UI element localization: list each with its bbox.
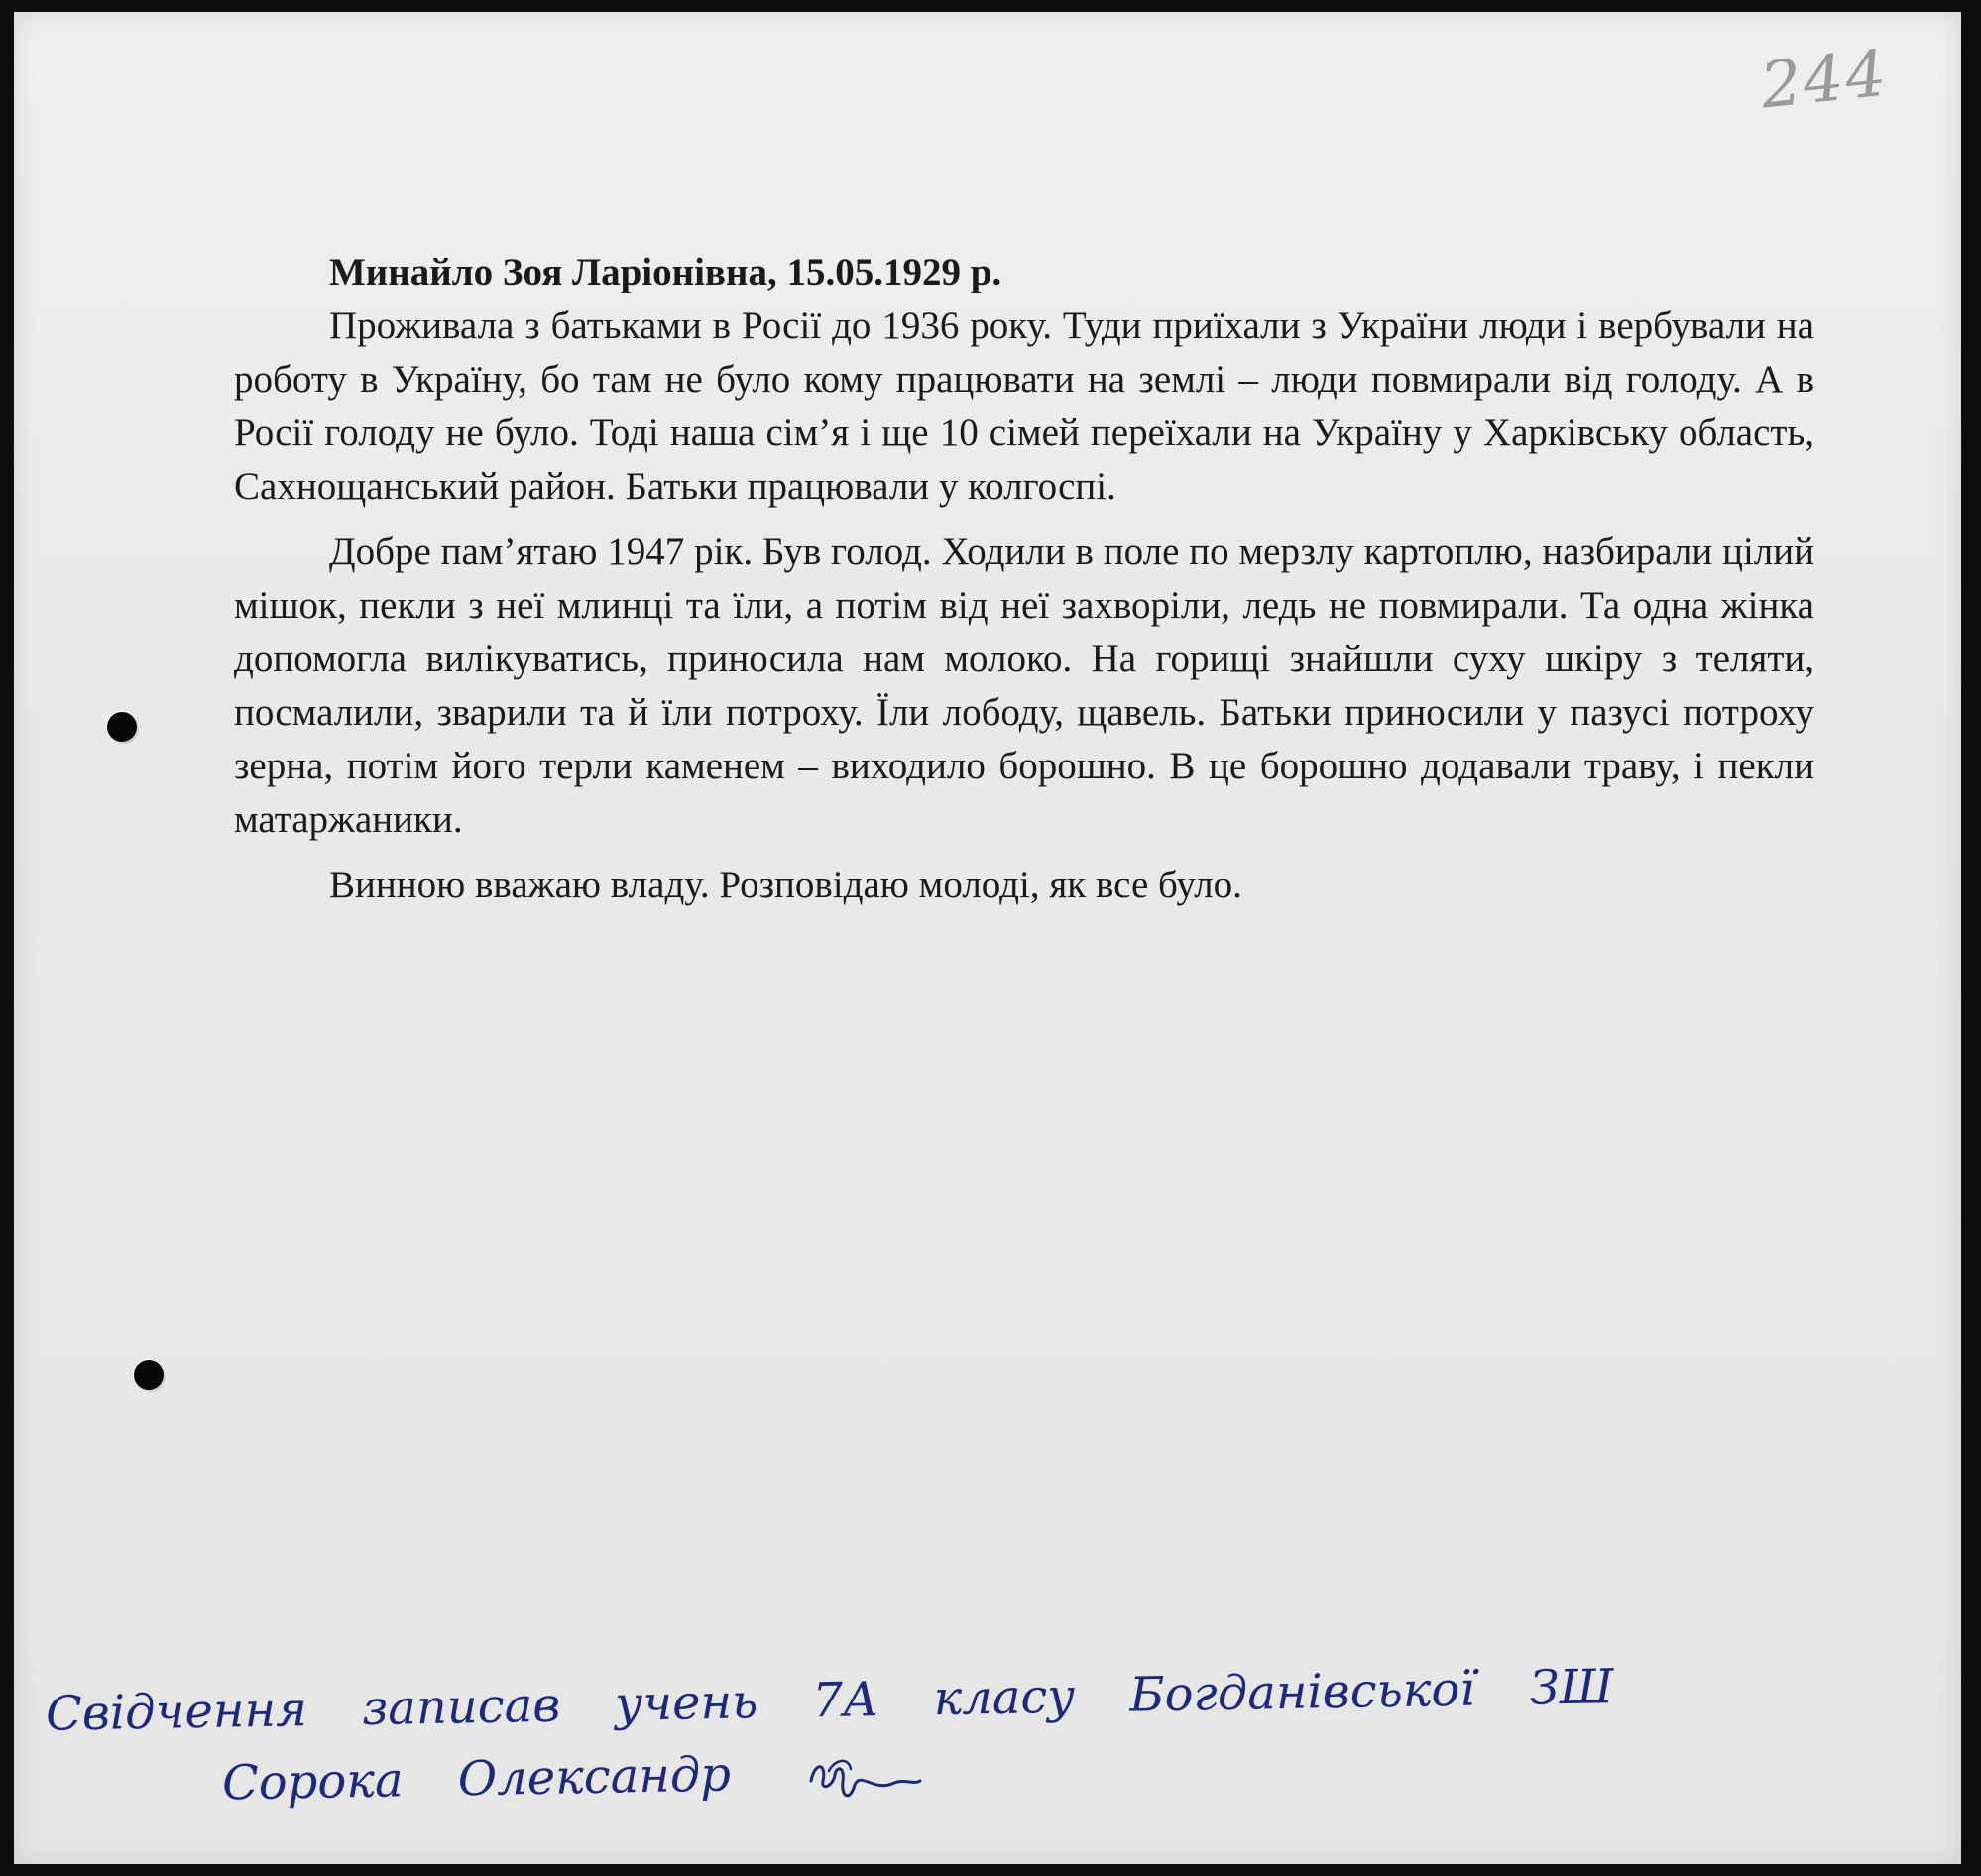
punch-hole (107, 712, 137, 742)
page-number: 244 (1757, 37, 1892, 124)
testimony-heading: Минайло Зоя Ларіонівна, 15.05.1929 р. (329, 251, 1002, 293)
punch-hole (134, 1360, 164, 1390)
paragraph: Добре пам’ятаю 1947 рік. Був голод. Ходили в поле по мерзлу картоплю, назбирали цілий мішок, пекли з неї млинці та їли, а потім від неї захворіли, ледь не повмирали. Та одна жінка допомогла вилікуватись, приносила нам молоко. На горищі знайшли суху шкіру з теляти, посмалили, зварили та й їли потроху. Їли лободу, щавель. Батьки приносили у пазусі потроху зерна, потім його терли каменем – виходило борошно. В це борошно додавали траву, і пекли матаржаники. (234, 530, 1814, 841)
paragraph: Проживала з батьками в Росії до 1936 року. Туди приїхали з України люди і вербували на роботу в Україну, бо там не було кому працювати на землі – люди повмирали від голоду. А в Росії голоду не було. Тоді наша сім’я і ще 10 сімей переїхали на Україну у Харківську область, Сахнощанський район. Батьки працювали у колгоспі. (234, 304, 1814, 508)
handwritten-signature (805, 1741, 924, 1811)
handwritten-note-line-1: Свідчення записав учень 7А класу Богданівської ЗШ (45, 1659, 1615, 1742)
paragraph: Винною вважаю владу. Розповідаю молоді, як все було. (329, 864, 1242, 906)
handwritten-note-line-2: Сорока Олександр (221, 1746, 732, 1812)
testimony-text (234, 246, 1814, 924)
